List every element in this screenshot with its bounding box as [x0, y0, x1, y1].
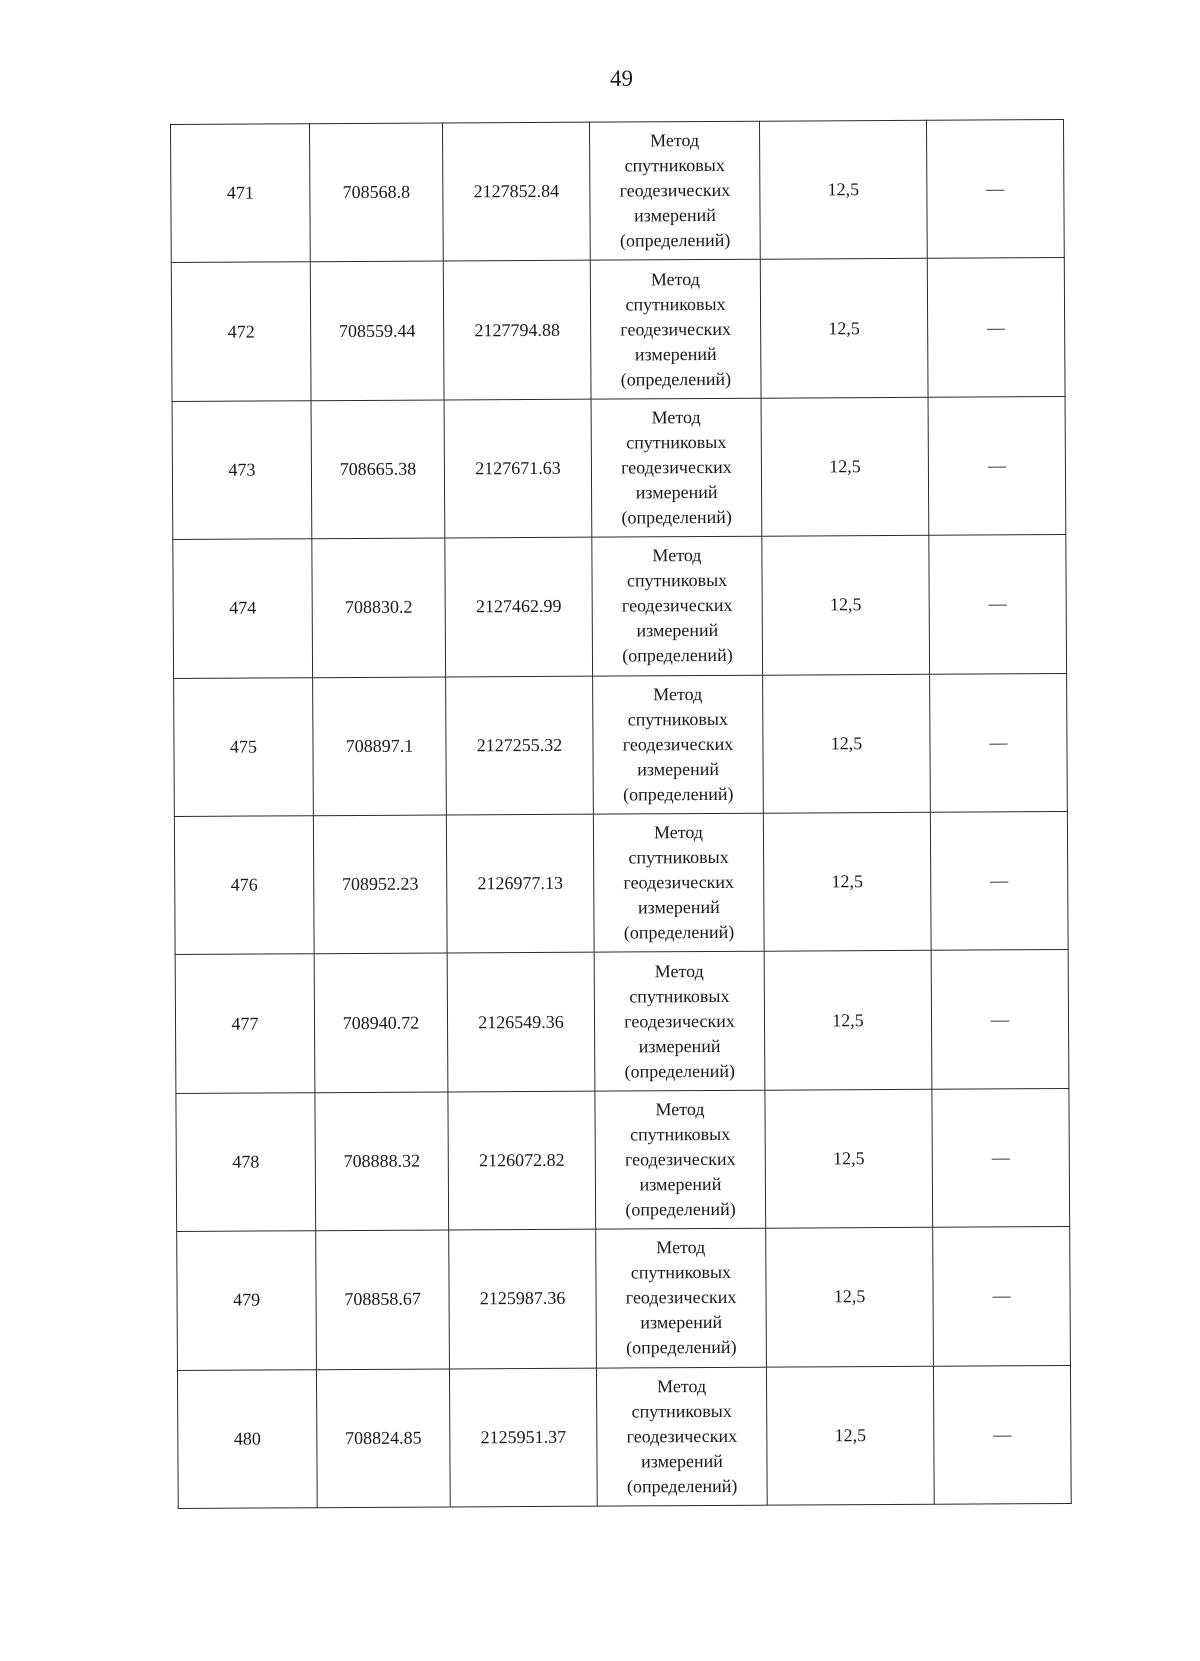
- method-line: (определений): [626, 1337, 737, 1358]
- accuracy-cell: 12,5: [761, 397, 929, 536]
- note-cell: —: [927, 258, 1065, 397]
- method-line: геодезических: [625, 1287, 737, 1308]
- method-line: измерений: [634, 205, 716, 226]
- y-coordinate-cell: 2127462.99: [445, 537, 593, 676]
- x-coordinate-cell: 708952.23: [313, 815, 447, 954]
- method-line: геодезических: [620, 318, 732, 340]
- method-line: Метод: [655, 1098, 705, 1120]
- method-line: спутниковых: [624, 155, 725, 176]
- y-coordinate-cell: 2126977.13: [446, 814, 594, 953]
- y-coordinate-cell: 2127852.84: [442, 122, 590, 261]
- method-line: спутниковых: [631, 1400, 732, 1422]
- y-coordinate-cell: 2126549.36: [447, 952, 595, 1091]
- method-cell: [590, 260, 761, 399]
- method-line: геодезических: [622, 733, 734, 755]
- method-line: геодезических: [624, 1148, 736, 1170]
- method-line: геодезических: [619, 180, 731, 201]
- table-row: [177, 1227, 1071, 1370]
- note-cell: —: [931, 950, 1069, 1089]
- accuracy-cell: 12,5: [766, 1227, 934, 1366]
- table-row: [176, 1088, 1070, 1231]
- method-line: геодезических: [623, 872, 735, 893]
- table-row: [174, 811, 1068, 954]
- x-coordinate-cell: 708940.72: [314, 953, 448, 1092]
- method-cell: [589, 121, 760, 260]
- x-coordinate-cell: 708888.32: [315, 1092, 449, 1231]
- method-line: Метод: [650, 130, 700, 151]
- x-coordinate-cell: 708665.38: [311, 400, 445, 539]
- point-number-cell: 478: [176, 1092, 316, 1231]
- y-coordinate-cell: 2127794.88: [443, 261, 591, 400]
- method-line: (определений): [619, 230, 731, 251]
- note-cell: —: [933, 1365, 1071, 1504]
- method-line: спутниковых: [625, 293, 726, 315]
- accuracy-cell: 12,5: [762, 535, 930, 674]
- method-line: Метод: [651, 407, 701, 428]
- method-line: спутниковых: [627, 708, 728, 730]
- method-line: (определений): [622, 783, 734, 805]
- accuracy-cell: 12,5: [764, 951, 932, 1090]
- method-line: спутниковых: [626, 431, 727, 453]
- method-line: измерений: [640, 1312, 723, 1333]
- x-coordinate-cell: 708824.85: [316, 1368, 450, 1507]
- method-line: Метод: [652, 545, 702, 566]
- point-number-cell: 474: [173, 539, 313, 678]
- note-cell: —: [926, 120, 1064, 259]
- note-cell: —: [930, 673, 1068, 812]
- note-cell: —: [930, 811, 1068, 950]
- method-line: (определений): [620, 368, 732, 390]
- coordinates-table: [170, 119, 1072, 1509]
- table-row: [172, 396, 1066, 539]
- method-line: измерений: [641, 1450, 723, 1472]
- method-line: измерений: [639, 1173, 722, 1195]
- point-number-cell: 480: [177, 1369, 317, 1508]
- method-line: геодезических: [621, 456, 732, 478]
- method-line: (определений): [623, 922, 735, 943]
- point-number-cell: 479: [177, 1231, 317, 1370]
- point-number-cell: 477: [175, 954, 315, 1093]
- accuracy-cell: 12,5: [759, 120, 927, 259]
- method-line: Метод: [654, 960, 704, 981]
- point-number-cell: 476: [174, 816, 314, 955]
- point-number-cell: 473: [172, 400, 312, 539]
- y-coordinate-cell: 2127255.32: [446, 676, 594, 815]
- x-coordinate-cell: 708830.2: [312, 538, 446, 677]
- method-cell: [595, 1090, 766, 1229]
- method-line: измерений: [634, 343, 717, 364]
- method-cell: [592, 536, 763, 675]
- method-line: спутниковых: [629, 985, 730, 1006]
- accuracy-cell: 12,5: [760, 259, 928, 398]
- note-cell: —: [932, 1088, 1070, 1227]
- method-line: (определений): [624, 1060, 736, 1082]
- point-number-cell: 471: [171, 124, 311, 263]
- method-line: Метод: [653, 683, 703, 705]
- note-cell: —: [929, 535, 1067, 674]
- method-line: (определений): [625, 1198, 736, 1220]
- note-cell: —: [933, 1227, 1071, 1366]
- x-coordinate-cell: 708559.44: [310, 261, 444, 400]
- method-line: спутниковых: [630, 1262, 732, 1283]
- method-line: измерений: [637, 897, 720, 918]
- method-cell: [594, 952, 765, 1091]
- method-cell: [593, 813, 764, 952]
- method-line: геодезических: [626, 1425, 738, 1447]
- method-line: (определений): [621, 506, 732, 528]
- accuracy-cell: 12,5: [765, 1089, 933, 1228]
- method-line: спутниковых: [628, 847, 729, 868]
- table-row: [174, 673, 1068, 816]
- method-line: (определений): [622, 645, 733, 666]
- y-coordinate-cell: 2127671.63: [444, 399, 592, 538]
- method-line: геодезических: [624, 1010, 735, 1032]
- method-line: (определений): [626, 1475, 738, 1497]
- method-cell: [596, 1367, 767, 1506]
- table-row: [177, 1365, 1071, 1508]
- y-coordinate-cell: 2126072.82: [448, 1091, 596, 1230]
- table-row: [173, 535, 1067, 678]
- method-line: измерений: [635, 481, 718, 503]
- method-line: измерений: [638, 1035, 721, 1056]
- point-number-cell: 475: [174, 677, 314, 816]
- point-number-cell: 472: [171, 262, 311, 401]
- x-coordinate-cell: 708897.1: [313, 677, 447, 816]
- method-cell: [593, 675, 764, 814]
- method-line: измерений: [636, 620, 719, 641]
- method-line: Метод: [656, 1375, 707, 1397]
- x-coordinate-cell: 708568.8: [310, 123, 444, 262]
- x-coordinate-cell: 708858.67: [316, 1230, 450, 1369]
- method-line: измерений: [637, 758, 720, 780]
- method-line: Метод: [656, 1237, 706, 1258]
- y-coordinate-cell: 2125951.37: [449, 1368, 597, 1507]
- y-coordinate-cell: 2125987.36: [449, 1229, 597, 1368]
- accuracy-cell: 12,5: [763, 674, 931, 813]
- method-line: спутниковых: [630, 1123, 731, 1145]
- table-row: [171, 258, 1065, 401]
- method-line: Метод: [650, 268, 700, 289]
- method-line: геодезических: [621, 595, 733, 616]
- method-line: спутниковых: [626, 570, 728, 591]
- accuracy-cell: 12,5: [766, 1366, 934, 1505]
- accuracy-cell: 12,5: [763, 812, 931, 951]
- method-cell: [591, 398, 762, 537]
- table-row: [171, 120, 1065, 263]
- method-cell: [596, 1228, 767, 1367]
- note-cell: —: [928, 396, 1066, 535]
- table-row: [175, 950, 1069, 1093]
- page-number: 49: [610, 66, 633, 91]
- method-line: Метод: [653, 822, 704, 843]
